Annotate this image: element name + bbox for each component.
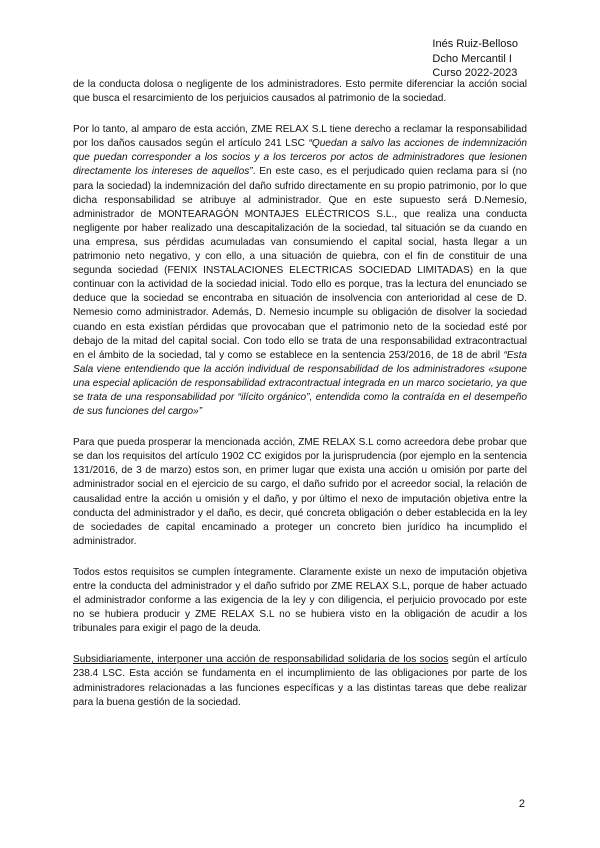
paragraph-2-text-a: Por lo tanto, al amparo de esta acción, ZME RELAX S.L tiene derecho a reclamar la responsabilidad por los daños causados según el artículo 241 LSC — [73, 124, 527, 150]
page-number: 2 — [518, 798, 525, 810]
header-author: Inés Ruiz-Belloso — [432, 38, 518, 50]
document-body — [73, 78, 527, 727]
paragraph-4 — [73, 566, 527, 636]
paragraph-3-text: Para que pueda prosperar la mencionada acción, ZME RELAX S.L como acreedora debe probar que se dan los requisitos del artículo 1902 CC exigidos por la jurisprudencia (por ejemplo en la sentencia 131/2016, de 3 de marzo) estos son, en primer lugar que exista una acción u omisión por parte del administrador social en el ejercicio de su cargo, el daño sufrido por el acreedor social, la relación de causalidad entre la acción u omisión y el daño, y por último el nexo de imputación objetiva entre la conducta del administrador y el daño, es decir, qué concreta obligación o deber establecida en la ley de sociedades de capital encaminado a proteger un concreto bien jurídico ha incumplido el administrador. — [73, 437, 527, 547]
page-header — [432, 37, 518, 81]
header-course: Dcho Mercantil I — [432, 52, 512, 65]
quote-sentence-253-2016: “Esta Sala viene entendiendo que la acción individual de responsabilidad de los administradores «supone una especial aplicación de responsabilidad extracontractual integrada en un marco societario, ya que se trata de una responsabilidad por “ilícito orgánico”, entendida como la contraída en el desempeño de sus funciones del cargo»” — [73, 349, 527, 418]
paragraph-5 — [73, 653, 527, 709]
header-year: Curso 2022-2023 — [432, 67, 518, 79]
paragraph-2-text-b: . En este caso, es el perjudicado quien reclama para sí (no para la sociedad) la indemnización del daño sufrido directamente en su propio patrimonio, por lo que dicha responsabilidad se atribuye al administrador. Que en este supuesto será D.Nemesio, administrador de MONTEARAGÓN MONTAJES ELÉCTRICOS S.L., que realiza una conducta negligente por haber realizado una descapitalización de la sociedad, tal situación se da cuando en una empresa, sus pérdidas acumuladas van consumiendo el capital social, hasta llegar a un patrimonio neto negativo, y con ello, a una situación de quiebra, con el fin de constituir de una segunda sociedad (FENIX INSTALACIONES ELECTRICAS SOCIEDAD LIMITADAS) en la que continuar con la actividad de la sociedad inicial. Todo ello es porque, tras la lectura del enunciado se deduce que la sociedad se encontraba en situación de insolvencia con anterioridad al cese de D. Nemesio como administrador. Además, D. Nemesio incumple su obligación de disolver la sociedad cuando en esta existían pérdidas que provocaban que el patrimonio neto de la sociedad esté por debajo de la mitad del capital social. Con todo ello se trata de una responsabilidad extracontractual en el ámbito de la sociedad, tal y como se establece en la sentencia 253/2016, de 18 de abril — [73, 166, 527, 361]
paragraph-2 — [73, 123, 527, 419]
paragraph-5-underlined: Subsidiariamente, interponer una acción de responsabilidad solidaria de los socios — [73, 654, 449, 666]
quote-article-241: “Quedan a salvo las acciones de indemnización que puedan corresponder a los socios y a los terceros por actos de administradores que lesionen directamente los intereses de aquellos” — [73, 138, 527, 178]
paragraph-3 — [73, 436, 527, 549]
paragraph-1-text: de la conducta dolosa o negligente de los administradores. Esto permite diferenciar la acción social que busca el resarcimiento de los perjuicios causados al patrimonio de la sociedad. — [73, 79, 527, 105]
paragraph-5-text: según el artículo 238.4 LSC. Esta acción se fundamenta en el incumplimiento de las obligaciones por parte de los administradores relacionadas a las funciones específicas y a las distintas tareas que debe realizar para la buena gestión de la sociedad. — [73, 654, 527, 708]
paragraph-4-text: Todos estos requisitos se cumplen íntegramente. Claramente existe un nexo de imputación objetiva entre la conducta del administrador y el daño sufrido por ZME RELAX S.L, porque de haber actuado el administrador conforme a las exigencia de la ley y con diligencia, el perjuicio provocado por este no se hubiera producir y ZME RELAX S.L no se hubiera visto en la obligación de acudir a los tribunales para exigir el pago de la deuda. — [73, 566, 527, 635]
paragraph-1 — [73, 78, 527, 106]
